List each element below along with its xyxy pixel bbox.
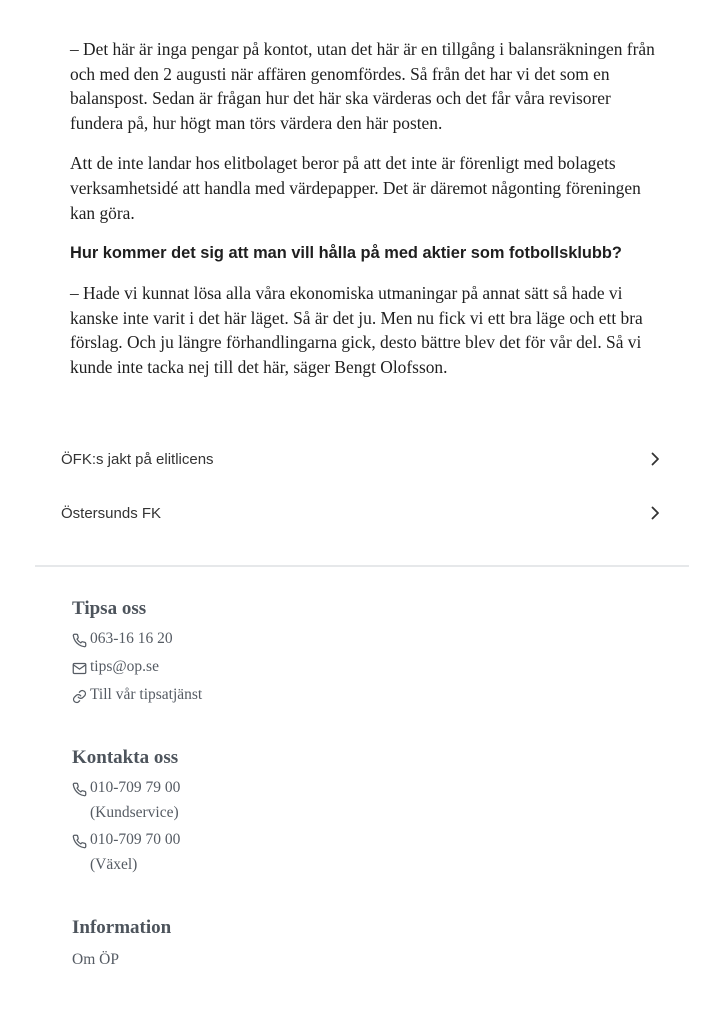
link-icon bbox=[72, 682, 90, 707]
contact-phone-1: 010-709 79 00 bbox=[90, 779, 181, 796]
topic-label: ÖFK:s jakt på elitlicens bbox=[61, 450, 214, 468]
tips-link-row[interactable] bbox=[72, 682, 202, 707]
article-paragraph: – Hade vi kunnat lösa alla våra ekonomiska utmaningar på annat sätt så hade vi kanske inte varit i det här läget. Så är det ju. Men nu fick vi ett bra läge och ett bra förslag. Och ju längre förhandlingarna gick, desto bättre blev det för vår del. Så vi kunde inte tacka nej till det här, säger Bengt Olofsson. bbox=[70, 283, 643, 377]
contact-phone-2-note: (Växel) bbox=[90, 856, 138, 873]
article-question: Hur kommer det sig att man vill hålla på med aktier som fotbollsklubb? bbox=[70, 244, 622, 263]
chevron-right-icon bbox=[647, 451, 663, 467]
article-paragraph: Att de inte landar hos elitbolaget beror på att det inte är förenligt med bolagets verksamhetsidé att handla med värdepapper. Det är däremot någonting föreningen kan göra. bbox=[70, 153, 641, 223]
footer-tips-section bbox=[72, 596, 202, 707]
contact-phone-2: 010-709 70 00 bbox=[90, 831, 181, 848]
contact-phone-switchboard[interactable] bbox=[72, 827, 180, 877]
contact-phone-1-note: (Kundservice) bbox=[90, 804, 179, 821]
footer-heading-contact: Kontakta oss bbox=[72, 747, 179, 768]
mail-icon bbox=[72, 654, 90, 679]
article-paragraph: – Det här är inga pengar på kontot, utan det här är en tillgång i balansräkningen från och med den 2 augusti när affären genomfördes. Så från det har vi det som en balanspost. Sedan är frågan hur det här ska värderas och det får våra revisorer fundera på, hur högt man törs värdera den här posten. bbox=[70, 39, 655, 133]
phone-icon bbox=[72, 626, 90, 651]
section-divider bbox=[35, 565, 689, 567]
tips-email-row[interactable] bbox=[72, 654, 202, 679]
tips-phone-row[interactable] bbox=[72, 626, 202, 651]
topic-label: Östersunds FK bbox=[61, 504, 162, 522]
footer-contact-section bbox=[72, 745, 180, 877]
topic-link-ostersunds-fk[interactable] bbox=[35, 486, 689, 540]
contact-phone-customer-service[interactable] bbox=[72, 775, 180, 825]
topic-list bbox=[35, 432, 689, 540]
article-body bbox=[70, 37, 660, 396]
tips-phone: 063-16 16 20 bbox=[90, 630, 173, 647]
footer-info-section bbox=[72, 915, 171, 972]
tips-service-link: Till vår tipsatjänst bbox=[90, 686, 203, 703]
phone-icon bbox=[72, 775, 90, 800]
footer-heading-tips: Tipsa oss bbox=[72, 598, 147, 619]
phone-icon bbox=[72, 827, 90, 852]
tips-email: tips@op.se bbox=[90, 658, 159, 675]
chevron-right-icon bbox=[647, 505, 663, 521]
footer-heading-info: Information bbox=[72, 917, 172, 938]
about-op-link[interactable]: Om ÖP bbox=[72, 951, 119, 968]
topic-link-ofk-elitlicens[interactable] bbox=[35, 432, 689, 486]
